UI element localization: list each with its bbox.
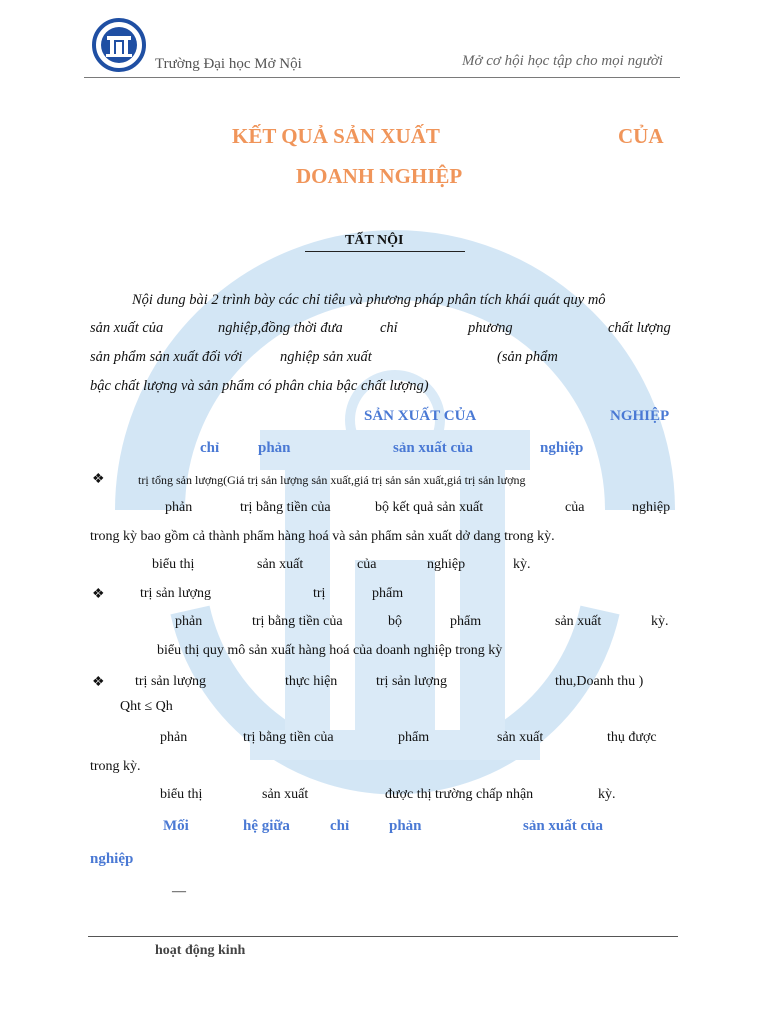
header-slogan: Mở cơ hội học tập cho mọi người: [462, 53, 663, 69]
b2-l2-a: phản: [175, 614, 203, 629]
bullet-1-icon: ❖: [92, 472, 105, 487]
sub-heading-b: phản: [258, 440, 291, 456]
summary-underline: [305, 251, 465, 252]
relation-heading-b: hệ giữa: [243, 818, 290, 834]
b2-l1-c: phẩm: [372, 586, 404, 601]
intro-line-1: Nội dung bài 2 trình bày các chỉ tiêu và phương pháp phân tích khái quát quy mô: [132, 292, 606, 308]
b1-l2-c: bộ kết quả sản xuất: [375, 500, 484, 515]
relation-heading-d: phản: [389, 818, 422, 834]
b2-l2-c: bộ: [388, 614, 402, 629]
b2-l2-d: phẩm: [450, 614, 482, 629]
header-divider: [84, 77, 680, 78]
intro-line-2c: chỉ: [380, 320, 398, 336]
section-heading-a: SẢN XUẤT CỦA: [364, 408, 477, 424]
intro-line-2d: phương: [468, 320, 513, 336]
b1-l4-e: kỳ.: [513, 557, 531, 572]
relation-heading-e: sản xuất của: [523, 818, 604, 834]
intro-line-2e: chất lượng: [608, 320, 671, 336]
relation-heading-line2: nghiệp: [90, 851, 134, 867]
b2-l2-e: sản xuất: [555, 614, 602, 629]
b1-l4-a: biểu thị: [152, 557, 195, 572]
b3-line-2: Qht ≤ Qh: [120, 699, 173, 714]
intro-line-2a: sản xuất của: [90, 320, 164, 336]
b1-l4-c: của: [357, 557, 377, 572]
b3-l3-c: phẩm: [398, 730, 430, 745]
b2-l2-b: trị bằng tiền của: [252, 614, 343, 629]
header-school-name: Trường Đại học Mở Nội: [155, 56, 302, 72]
dash-mark: —: [172, 884, 186, 899]
section-heading-b: NGHIỆP: [610, 408, 670, 424]
bullet-2-icon: ❖: [92, 587, 105, 602]
bullet-3-icon: ❖: [92, 675, 105, 690]
sub-heading-c: sản xuất của: [393, 440, 474, 456]
b3-l5-b: sản xuất: [262, 787, 309, 802]
b1-l2-a: phản: [165, 500, 193, 515]
b1-l4-b: sản xuất: [257, 557, 304, 572]
b1-line-1: trị tổng sản lượng(Giá trị sản lượng sản xuất,giá trị sản sản xuất,giá trị sản lượng: [138, 473, 526, 487]
b2-line-3: biểu thị quy mô sản xuất hàng hoá của doanh nghiệp trong kỳ: [157, 643, 503, 658]
b1-l2-d: của: [565, 500, 585, 515]
intro-line-2b: nghiệp,đồng thời đưa: [218, 320, 343, 336]
b3-l1-a: trị sản lượng: [135, 674, 206, 689]
b1-l4-d: nghiệp: [427, 557, 466, 572]
b3-l3-b: trị bằng tiền của: [243, 730, 334, 745]
b1-l2-b: trị bằng tiền của: [240, 500, 331, 515]
intro-line-3c: (sản phẩm: [497, 349, 558, 365]
b2-l1-b: trị: [313, 586, 326, 601]
b2-l2-f: kỳ.: [651, 614, 669, 629]
b3-l1-c: trị sản lượng: [376, 674, 447, 689]
b3-l3-a: phản: [160, 730, 188, 745]
title-line2: DOANH NGHIỆP: [296, 164, 463, 188]
footer-divider: [88, 936, 678, 937]
title-line1-end: CỦA: [618, 124, 664, 148]
university-logo: [92, 16, 146, 74]
relation-heading-c: chỉ: [330, 818, 350, 834]
relation-heading-a: Mối: [163, 818, 189, 834]
b1-line-3: trong kỳ bao gồm cả thành phẩm hàng hoá và sản phẩm sản xuất dở dang trong kỳ.: [90, 529, 555, 544]
b3-l5-d: kỳ.: [598, 787, 616, 802]
b3-l1-b: thực hiện: [285, 674, 338, 689]
b3-l3-d: sản xuất: [497, 730, 544, 745]
b3-l1-d: thu,Doanh thu ): [555, 674, 644, 689]
sub-heading-a: chỉ: [200, 440, 220, 456]
b3-l5-c: được thị trường chấp nhận: [385, 787, 534, 802]
b3-l5-a: biểu thị: [160, 787, 203, 802]
b1-l2-e: nghiệp: [632, 500, 671, 515]
intro-line-4: bậc chất lượng và sản phẩm có phân chia bậc chất lượng): [90, 378, 429, 394]
title-line1: KẾT QUẢ SẢN XUẤT: [232, 124, 440, 148]
summary-label: TẤT NỘI: [345, 233, 404, 248]
b3-l3-e: thụ được: [607, 730, 657, 745]
footer-text: hoạt động kinh: [155, 943, 246, 958]
b3-line-4: trong kỳ.: [90, 759, 141, 774]
b2-l1-a: trị sản lượng: [140, 586, 211, 601]
intro-line-3a: sản phẩm sản xuất đối với: [90, 349, 243, 365]
intro-line-3b: nghiệp sản xuất: [280, 349, 372, 365]
sub-heading-d: nghiệp: [540, 440, 584, 456]
